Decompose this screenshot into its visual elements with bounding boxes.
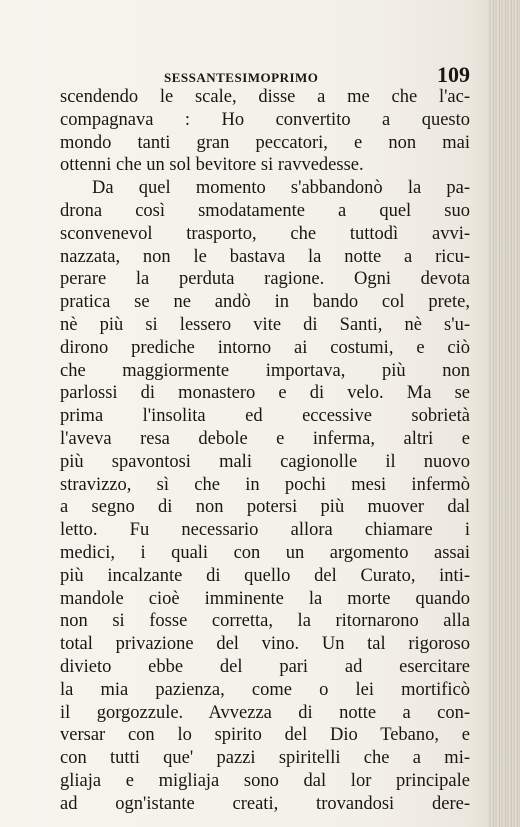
text-line: sconvenevol trasporto, che tuttodì avvi- xyxy=(60,223,470,244)
text-line: compagnava : Ho convertito a questo xyxy=(60,109,470,130)
text-line: ottenni che un sol bevitore si ravvedesse. xyxy=(60,155,364,176)
text-line: ad ogn'istante creati, trovandosi dere- xyxy=(60,793,470,814)
text-line: medici, i quali con un argomento assai xyxy=(60,542,470,563)
text-line: a segno di non potersi più muover dal xyxy=(60,497,470,518)
text-line: mondo tanti gran peccatori, e non mai xyxy=(60,132,470,153)
text-line: nè più si lessero vite di Santi, nè s'u- xyxy=(60,314,470,335)
text-line: pratica se ne andò in bando col prete, xyxy=(60,292,470,313)
text-line: letto. Fu necessario allora chiamare i xyxy=(60,520,470,541)
text-line: il gorgozzule. Avvezza di notte a con- xyxy=(60,702,470,723)
text-line: prima l'insolita ed eccessive sobrietà xyxy=(60,406,470,427)
text-line: più spavontosi mali cagionolle il nuovo xyxy=(60,451,470,472)
running-title: SESSANTESIMOPRIMO xyxy=(164,70,319,85)
text-line: parlossi di monastero e di velo. Ma se xyxy=(60,383,470,404)
body-text xyxy=(60,86,470,816)
text-line: che maggiormente importava, più non xyxy=(60,360,470,381)
text-line: total privazione del vino. Un tal rigoroso xyxy=(60,634,470,655)
text-line: Da quel momento s'abbandonò la pa- xyxy=(92,178,470,199)
text-line: mandole cioè imminente la morte quando xyxy=(60,588,470,609)
text-line: scendendo le scale, disse a me che l'ac- xyxy=(60,87,470,107)
text-line: stravizzo, sì che in pochi mesi infermò xyxy=(60,474,470,495)
text-line: divieto ebbe del pari ad esercitare xyxy=(60,656,470,677)
page-edge xyxy=(488,0,520,827)
text-line: non si fosse corretta, la ritornarono alla xyxy=(60,611,470,632)
text-line: la mia pazienza, come o lei mortificò xyxy=(60,679,470,700)
text-line: versar con lo spirito del Dio Tebano, e xyxy=(60,725,470,746)
text-line: nazzata, non le bastava la notte a ricu- xyxy=(60,246,470,267)
text-line: drona così smodatamente a quel suo xyxy=(60,200,470,221)
text-line: con tutti que' pazzi spiritelli che a mi- xyxy=(60,748,470,769)
text-line: l'aveva resa debole e inferma, altri e xyxy=(60,428,470,449)
page-number: 109 xyxy=(437,62,470,87)
text-line: più incalzante di quello del Curato, inti- xyxy=(60,565,470,586)
text-line: perare la perduta ragione. Ogni devota xyxy=(60,269,470,290)
text-line: gliaja e migliaja sono dal lor principale xyxy=(60,770,470,791)
text-line: dirono prediche intorno ai costumi, e ciò xyxy=(60,337,470,358)
